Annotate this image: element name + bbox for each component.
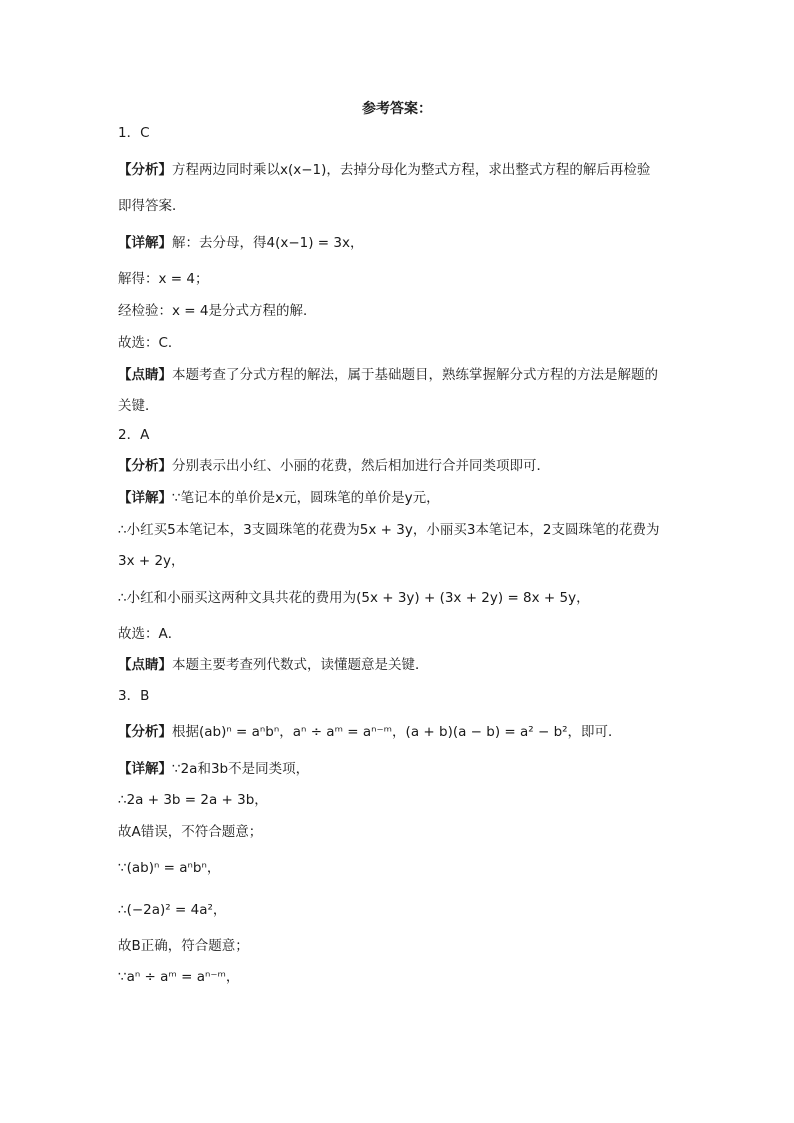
line-text: 2．A — [118, 427, 150, 443]
text-line-q2-step1-2 — [118, 551, 185, 571]
text-line-q2-detail — [118, 488, 440, 508]
section-tag: 【分析】 — [118, 724, 172, 740]
section-tag: 【详解】 — [118, 490, 172, 506]
text-line-q1-analysis-1 — [118, 160, 650, 180]
line-text: ∴2a + 3b = 2a + 3b， — [118, 792, 268, 808]
line-text: 关键． — [118, 398, 159, 414]
text-line-q1-solve — [118, 269, 208, 289]
line-text: 经检验：x = 4是分式方程的解． — [118, 303, 317, 319]
line-text: 故A错误，不符合题意； — [118, 824, 263, 840]
text-line-q2-analysis — [118, 456, 550, 476]
text-line-q3-detail — [118, 759, 309, 779]
text-line-q3-b — [118, 936, 249, 956]
line-text: 解得：x = 4； — [118, 271, 209, 287]
section-tag: 【分析】 — [118, 162, 172, 178]
line-text: 故B正确，符合题意； — [118, 938, 249, 954]
line-text: 本题考查了分式方程的解法，属于基础题目，熟练掌握解分式方程的方法是解题的 — [172, 367, 658, 383]
text-line-q2-step2 — [118, 588, 590, 608]
line-text: 故选：A． — [118, 626, 182, 642]
line-text: 故选：C． — [118, 335, 182, 351]
text-line-q3-step3 — [118, 900, 226, 920]
section-tag: 【详解】 — [118, 235, 172, 251]
text-line-q1-choice — [118, 333, 181, 353]
text-line-q2-comment — [118, 655, 429, 675]
text-line-q1-comment-2 — [118, 396, 159, 416]
text-line-q1-detail — [118, 233, 364, 253]
line-text: ∵笔记本的单价是x元，圆珠笔的单价是y元， — [172, 490, 440, 506]
text-line-q3-step2 — [118, 858, 220, 878]
text-line-q3-step4 — [118, 967, 239, 987]
line-text: 方程两边同时乘以x(x−1)，去掉分母化为整式方程，求出整式方程的解后再检验 — [172, 162, 651, 178]
section-tag: 【分析】 — [118, 458, 172, 474]
section-tag: 【点睛】 — [118, 367, 172, 383]
line-text: ∴(−2a)² = 4a²， — [118, 902, 227, 918]
text-line-q3-analysis — [118, 722, 622, 742]
line-text: ∴小红买5本笔记本，3支圆珠笔的花费为5x + 3y，小丽买3本笔记本，2支圆珠笔的花费为 — [118, 522, 660, 538]
text-line-q2-step1-1 — [118, 520, 660, 540]
section-tag: 【详解】 — [118, 761, 172, 777]
line-text: 分别表示出小红、小丽的花费，然后相加进行合并同类项即可． — [172, 458, 550, 474]
line-text: ∵aⁿ ÷ aᵐ = aⁿ⁻ᵐ， — [118, 969, 240, 985]
text-line-q1-comment-1 — [118, 365, 658, 385]
text-line-q1-num — [118, 123, 150, 143]
line-text: ∴小红和小丽买这两种文具共花的费用为(5x + 3y) + (3x + 2y) = 8x + 5y， — [118, 590, 590, 606]
line-text: 3．B — [118, 688, 150, 704]
section-tag: 【点睛】 — [118, 657, 172, 673]
line-text: 1．C — [118, 125, 150, 141]
line-text: 根据(ab)ⁿ = aⁿbⁿ，aⁿ ÷ aᵐ = aⁿ⁻ᵐ，(a + b)(a − b) = a² − b²，即可． — [172, 724, 622, 740]
line-text: 解：去分母，得4(x−1) = 3x， — [172, 235, 364, 251]
text-line-q3-a — [118, 822, 262, 842]
text-line-q3-step1 — [118, 790, 268, 810]
text-line-q2-choice — [118, 624, 181, 644]
text-line-q2-num — [118, 425, 149, 445]
text-line-q1-check — [118, 301, 316, 321]
line-text: ∵2a和3b不是同类项， — [172, 761, 310, 777]
line-text: 即得答案． — [118, 198, 186, 214]
text-line-q1-analysis-2 — [118, 196, 186, 216]
page-title: 参考答案： — [362, 101, 432, 117]
text-line-q3-num — [118, 686, 149, 706]
line-text: ∵(ab)ⁿ = aⁿbⁿ， — [118, 860, 221, 876]
line-text: 3x + 2y， — [118, 553, 185, 569]
line-text: 本题主要考查列代数式，读懂题意是关键． — [172, 657, 429, 673]
